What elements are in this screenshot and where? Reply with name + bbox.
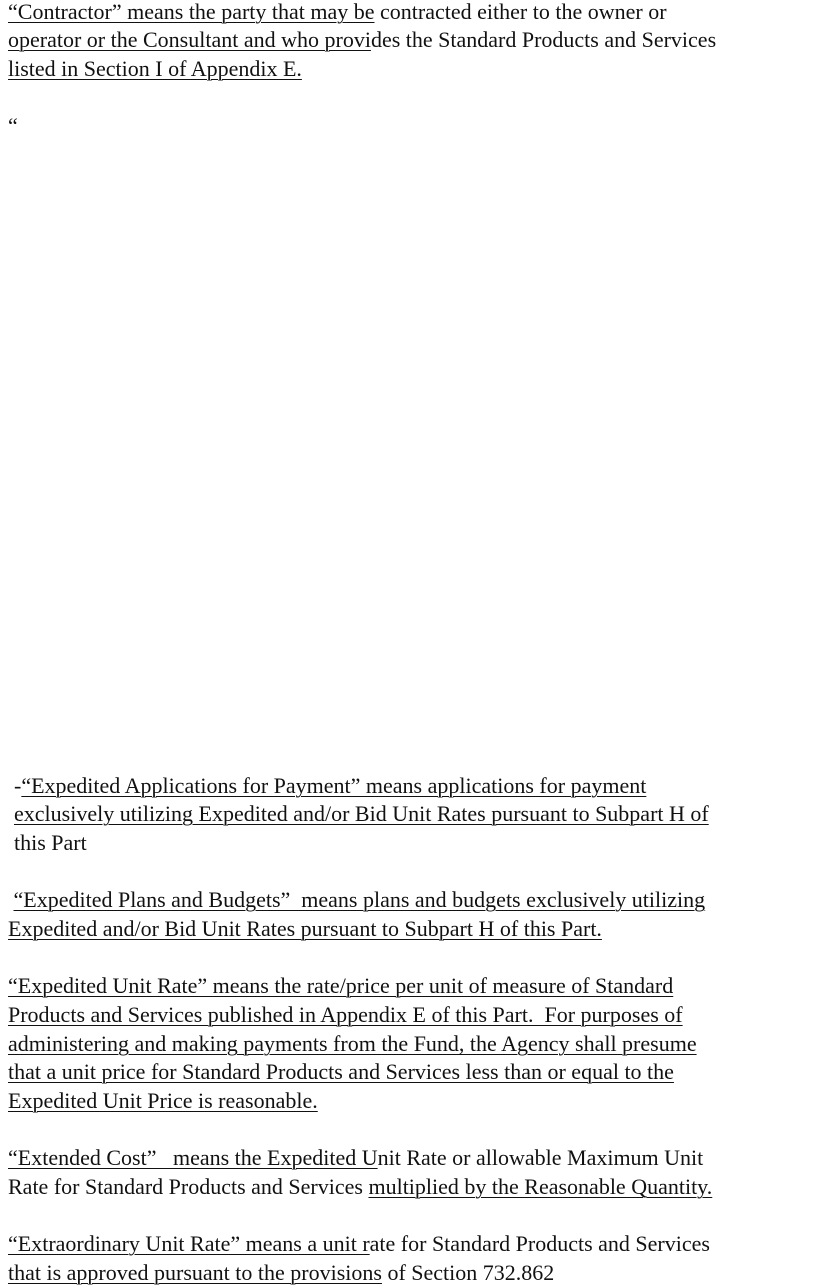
text-line: [14, 800, 709, 828]
text-line: [8, 55, 302, 83]
text-line: [8, 1230, 710, 1258]
text-run: “Expedited Plans and Budgets” means plans and budgets exclusively utilizing: [13, 887, 706, 912]
text-run: Products and Services published in Appendix E of this Part. For purposes of: [8, 1002, 683, 1027]
text-run: listed in Section I of Appendix E.: [8, 56, 302, 81]
text-run: “Contractor” means the party that may be: [8, 0, 375, 24]
text-run: Expedited Unit Price is reasonable.: [8, 1088, 318, 1113]
text-run: administering and making payments from the Fund, the Agency shall presume: [8, 1031, 697, 1056]
text-line: [8, 1030, 697, 1058]
text-line: [8, 112, 18, 140]
text-line: [8, 1058, 674, 1086]
text-run: “Extraordinary Unit Rate” means a unit r: [8, 1231, 370, 1256]
text-line: [8, 1259, 554, 1287]
text-line: [8, 1001, 683, 1029]
text-line: [8, 1087, 318, 1115]
text-run: -: [14, 773, 22, 798]
text-run: nit Rate or allowable Maximum Unit: [377, 1145, 704, 1170]
text-run: multiplied by the Reasonable Quantity.: [368, 1174, 713, 1199]
text-run: that is approved pursuant to the provisions: [8, 1260, 382, 1285]
text-run: Rate for Standard Products and Services: [8, 1174, 369, 1199]
text-run: this Part: [14, 830, 87, 855]
text-run: “Extended Cost” means the Expedited U: [8, 1145, 378, 1170]
text-run: contracted either to the owner or: [374, 0, 667, 24]
text-line: [8, 886, 705, 914]
text-run: ate for Standard Products and Services: [369, 1231, 710, 1256]
text-line: [8, 26, 716, 54]
text-line: [8, 915, 602, 943]
text-line: [8, 972, 673, 1000]
text-run: des the Standard Products and Services: [370, 27, 717, 52]
text-run: operator or the Consultant and who provi: [8, 27, 371, 52]
text-line: [14, 829, 87, 857]
text-line: [8, 1144, 703, 1172]
text-run: Expedited and/or Bid Unit Rates pursuant to Subpart H of this Part.: [8, 916, 602, 941]
text-line: [8, 1173, 712, 1201]
text-line: [8, 0, 667, 26]
text-run: “Expedited Unit Rate” means the rate/price per unit of measure of Standard: [8, 973, 674, 998]
text-run: of Section 732.862: [381, 1260, 555, 1285]
text-run: “: [8, 113, 18, 138]
text-run: “Expedited Applications for Payment” means applications for payment: [21, 773, 647, 798]
text-run: exclusively utilizing Expedited and/or Bid Unit Rates pursuant to Subpart H of: [14, 801, 709, 826]
text-line: [14, 772, 646, 800]
text-run: that a unit price for Standard Products and Services less than or equal to the: [8, 1059, 674, 1084]
